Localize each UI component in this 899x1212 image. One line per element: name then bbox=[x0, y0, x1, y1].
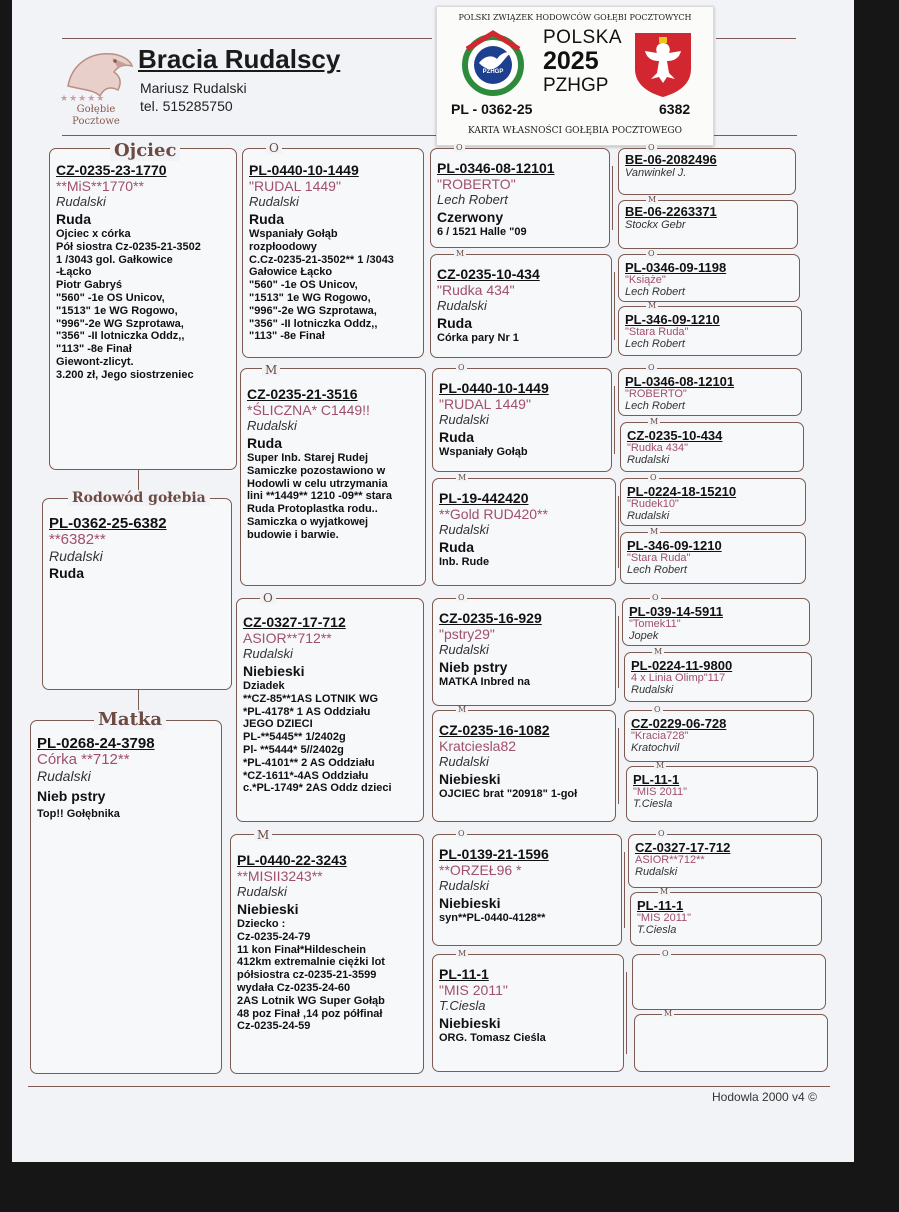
gg-description: Inb. Rude bbox=[439, 556, 490, 568]
generation-marker: O bbox=[648, 363, 655, 372]
ancestor-name: "MIS 2011" bbox=[637, 912, 692, 924]
footer-credit: Hodowla 2000 v4 © bbox=[712, 1090, 817, 1104]
badge-ring: PL - 0362-25 bbox=[451, 101, 533, 117]
breeder-phone: tel. 515285750 bbox=[140, 98, 233, 114]
emblem-label: PZHGP bbox=[482, 69, 504, 75]
stars: ★★★★★ bbox=[60, 93, 106, 103]
gp-fm-name: *ŚLICZNA* C1449!! bbox=[247, 402, 370, 418]
generation-marker: O bbox=[662, 949, 669, 958]
gp-mf-name: ASIOR**712** bbox=[243, 630, 332, 646]
footer-line bbox=[28, 1086, 830, 1087]
grandparent-card-mf[interactable] bbox=[236, 598, 424, 822]
connector-line bbox=[618, 616, 619, 688]
ancestor-ring: PL-0224-18-15210 bbox=[627, 484, 737, 499]
ancestor-name: ASIOR**712** bbox=[635, 854, 705, 866]
gg-ring: CZ-0235-10-434 bbox=[437, 266, 540, 282]
ancestor-card[interactable] bbox=[618, 200, 798, 249]
ancestor-owner: Rudalski bbox=[631, 684, 674, 696]
ancestor-ring: CZ-0235-10-434 bbox=[627, 428, 723, 443]
gg-owner: Rudalski bbox=[439, 754, 489, 769]
logo-text: Gołębie Pocztowe bbox=[72, 104, 120, 127]
ancestor-card[interactable] bbox=[620, 532, 806, 584]
gg-description: 6 / 1521 Halle "09 bbox=[437, 226, 527, 238]
ancestor-ring: PL-11-1 bbox=[637, 898, 684, 913]
ancestor-ring: PL-346-09-1210 bbox=[625, 312, 720, 327]
generation-marker: M bbox=[458, 473, 467, 482]
ancestor-card[interactable] bbox=[622, 598, 810, 646]
marker-m-mm: M bbox=[254, 829, 272, 841]
generation-marker: O bbox=[648, 143, 655, 152]
father-description: Ojciec x córka Pół siostra Cz-0235-21-3502 1 /3043 gol. Gałkowice -Łącko Piotr Gabryś "560" -1e OS Unicov, "1513" 1e WG Rogowo, "996"-2e WG Szprotawa, "356" -II lotniczka Oddz,, "113" -8e Finał Giewont-zlicyt. 3.200 zł, Jego siostrzeniec bbox=[56, 228, 201, 381]
ancestor-name: 4 x Linia Olimp"117 bbox=[631, 672, 726, 684]
gp-mf-owner: Rudalski bbox=[243, 646, 293, 661]
generation-marker: O bbox=[658, 829, 665, 838]
ancestor-card[interactable] bbox=[620, 422, 804, 472]
ancestor-name: "ROBERTO" bbox=[625, 388, 687, 400]
ancestor-ring: PL-0346-08-12101 bbox=[625, 374, 735, 389]
header-top-line bbox=[62, 38, 432, 39]
gg-description: ORG. Tomasz Cieśla bbox=[439, 1032, 546, 1044]
generation-marker: O bbox=[458, 593, 465, 602]
ancestor-card[interactable] bbox=[634, 1014, 828, 1072]
generation-marker: O bbox=[458, 829, 465, 838]
gg-name: "RUDAL 1449" bbox=[439, 396, 531, 412]
father-card[interactable] bbox=[49, 148, 237, 470]
subject-owner: Rudalski bbox=[49, 548, 103, 564]
badge-top-text: POLSKI ZWIĄZEK HODOWCÓW GOŁĘBI POCZTOWYCH bbox=[458, 13, 692, 22]
subject-card[interactable] bbox=[42, 498, 232, 690]
great-grandparent-card[interactable] bbox=[432, 368, 612, 472]
badge-bottom-text: KARTA WŁASNOŚCI GOŁĘBIA POCZTOWEGO bbox=[467, 126, 683, 136]
connector-line bbox=[614, 386, 615, 454]
ancestor-card[interactable] bbox=[620, 478, 806, 526]
great-grandparent-card[interactable] bbox=[432, 834, 622, 946]
ancestor-card[interactable] bbox=[618, 368, 802, 416]
gg-owner: Rudalski bbox=[439, 522, 489, 537]
gp-ff-ring: PL-0440-10-1449 bbox=[249, 162, 359, 178]
gg-ring: PL-0346-08-12101 bbox=[437, 160, 555, 176]
ancestor-owner: Lech Robert bbox=[625, 338, 685, 350]
connector-line bbox=[618, 496, 619, 568]
gg-color: Nieb pstry bbox=[439, 659, 508, 675]
gg-name: "ROBERTO" bbox=[437, 176, 516, 192]
ancestor-owner: Jopek bbox=[629, 630, 659, 642]
ancestor-owner: T.Ciesla bbox=[637, 924, 677, 936]
mother-owner: Rudalski bbox=[37, 768, 91, 784]
ancestor-name: "Kracia728" bbox=[631, 730, 689, 742]
subject-color: Ruda bbox=[49, 565, 84, 581]
gp-ff-name: "RUDAL 1449" bbox=[249, 178, 341, 194]
father-owner: Rudalski bbox=[56, 194, 106, 209]
gg-ring: CZ-0235-16-929 bbox=[439, 610, 542, 626]
gp-mf-color: Niebieski bbox=[243, 663, 305, 679]
ancestor-ring: CZ-0229-06-728 bbox=[631, 716, 727, 731]
ancestor-ring: PL-0346-09-1198 bbox=[625, 260, 727, 275]
pzhgp-emblem bbox=[457, 29, 529, 97]
great-grandparent-card[interactable] bbox=[432, 598, 616, 706]
gg-ring: PL-0440-10-1449 bbox=[439, 380, 549, 396]
pedigree-heading: Rodowód gołebia bbox=[68, 490, 210, 506]
gg-description: Córka pary Nr 1 bbox=[437, 332, 519, 344]
gg-owner: T.Ciesla bbox=[439, 998, 486, 1013]
great-grandparent-card[interactable] bbox=[430, 148, 610, 248]
connector-line bbox=[624, 852, 625, 928]
ancestor-card[interactable] bbox=[618, 306, 802, 356]
gg-name: "Rudka 434" bbox=[437, 282, 515, 298]
ancestor-card[interactable] bbox=[632, 954, 826, 1010]
connector-line bbox=[618, 728, 619, 804]
ancestor-ring: CZ-0327-17-712 bbox=[635, 840, 731, 855]
gg-name: **ORZEŁ96 * bbox=[439, 862, 522, 878]
ancestor-owner: Lech Robert bbox=[625, 286, 685, 298]
ancestor-card[interactable] bbox=[630, 892, 822, 946]
mother-card[interactable] bbox=[30, 720, 222, 1074]
mother-name: Córka **712** bbox=[37, 751, 130, 768]
ancestor-ring: PL-346-09-1210 bbox=[627, 538, 722, 553]
ancestor-owner: Lech Robert bbox=[627, 564, 687, 576]
connector-line bbox=[626, 972, 627, 1054]
gg-owner: Rudalski bbox=[439, 642, 489, 657]
gp-mm-owner: Rudalski bbox=[237, 884, 287, 899]
generation-marker: O bbox=[650, 473, 657, 482]
ancestor-card[interactable] bbox=[618, 254, 800, 302]
generation-marker: M bbox=[654, 647, 663, 656]
marker-o-ff: O bbox=[266, 142, 282, 154]
generation-marker: M bbox=[458, 949, 467, 958]
gg-description: syn**PL-0440-4128** bbox=[439, 912, 546, 924]
ancestor-ring: PL-11-1 bbox=[633, 772, 680, 787]
gp-ff-description: Wspaniały Gołąb rozpłoodowy C.Cz-0235-21-3502** 1 /3043 Gałowice Łącko "560" -1e OS Unicov, "1513" 1e WG Rogowo, "996"-2e WG Szprotawa, "356" -II lotniczka Oddz,, "113" -8e Finał bbox=[249, 228, 394, 343]
gg-color: Niebieski bbox=[439, 895, 501, 911]
gg-name: "MIS 2011" bbox=[439, 982, 508, 998]
father-ring: CZ-0235-23-1770 bbox=[56, 162, 167, 178]
great-grandparent-card[interactable] bbox=[432, 710, 616, 822]
gg-color: Ruda bbox=[439, 429, 474, 445]
ancestor-ring: BE-06-2082496 bbox=[625, 152, 717, 167]
connector-line bbox=[614, 272, 615, 340]
father-heading: Ojciec bbox=[110, 141, 180, 161]
gg-color: Niebieski bbox=[439, 771, 501, 787]
ancestor-card[interactable] bbox=[626, 766, 818, 822]
gg-ring: PL-19-442420 bbox=[439, 490, 529, 506]
father-color: Ruda bbox=[56, 211, 91, 227]
generation-marker: O bbox=[652, 593, 659, 602]
ancestor-owner: Stockx Gebr bbox=[625, 219, 686, 231]
header-top-line-right bbox=[716, 38, 796, 39]
gp-mm-color: Niebieski bbox=[237, 901, 299, 917]
gg-color: Niebieski bbox=[439, 1015, 501, 1031]
gg-owner: Rudalski bbox=[437, 298, 487, 313]
generation-marker: M bbox=[458, 705, 467, 714]
breeder-title: Bracia Rudalscy bbox=[138, 44, 341, 74]
grandparent-card-ff[interactable] bbox=[242, 148, 424, 358]
generation-marker: M bbox=[650, 417, 659, 426]
marker-m-fm: M bbox=[262, 364, 280, 376]
gg-color: Czerwony bbox=[437, 209, 504, 225]
generation-marker: M bbox=[656, 761, 665, 770]
gg-description: OJCIEC brat "20918" 1-goł bbox=[439, 788, 578, 800]
ancestor-ring: BE-06-2263371 bbox=[625, 204, 717, 219]
great-grandparent-card[interactable] bbox=[430, 254, 612, 358]
connector-line bbox=[612, 166, 613, 230]
mother-ring: PL-0268-24-3798 bbox=[37, 735, 155, 752]
ancestor-ring: PL-039-14-5911 bbox=[629, 604, 723, 619]
gp-fm-owner: Rudalski bbox=[247, 418, 297, 433]
ancestor-owner: Rudalski bbox=[627, 510, 670, 522]
gg-owner: Lech Robert bbox=[437, 192, 508, 207]
ancestor-ring: PL-0224-11-9800 bbox=[631, 658, 733, 673]
gp-mm-ring: PL-0440-22-3243 bbox=[237, 852, 347, 868]
gg-name: Kratciesla82 bbox=[439, 738, 517, 754]
gp-fm-ring: CZ-0235-21-3516 bbox=[247, 386, 358, 402]
gg-owner: Rudalski bbox=[439, 878, 489, 893]
generation-marker: M bbox=[650, 527, 659, 536]
mother-heading: Matka bbox=[94, 710, 166, 730]
ancestor-card[interactable] bbox=[618, 148, 796, 195]
great-grandparent-card[interactable] bbox=[432, 954, 624, 1072]
ancestor-owner: Rudalski bbox=[635, 866, 678, 878]
ancestor-card[interactable] bbox=[624, 652, 812, 702]
ancestor-owner: Vanwinkel J. bbox=[625, 167, 687, 179]
generation-marker: O bbox=[654, 705, 661, 714]
gp-fm-description: Super Inb. Starej Rudej Samiczke pozostawiono w Hodowli w celu utrzymania lini **1449** 1210 -09** stara Ruda Protoplastka rodu.. Samiczka o wyjatkowej budowie i barwie. bbox=[247, 452, 392, 541]
gp-mm-description: Dziecko : Cz-0235-24-79 11 kon Finał*Hildeschein 412km extremalnie ciężki lot półsiostra cz-0235-21-3599 wydała Cz-0235-24-60 2AS Lotnik WG Super Gołąb 48 poz Finał ,14 poz półfinał Cz-0235-24-59 bbox=[237, 918, 385, 1033]
gg-color: Ruda bbox=[439, 539, 474, 555]
badge-year: 2025 bbox=[543, 47, 599, 75]
badge-country: POLSKA bbox=[543, 27, 623, 48]
generation-marker: M bbox=[648, 301, 657, 310]
ancestor-owner: Kratochvil bbox=[631, 742, 680, 754]
generation-marker: M bbox=[648, 195, 657, 204]
ancestor-card[interactable] bbox=[624, 710, 814, 762]
mother-color: Nieb pstry bbox=[37, 788, 106, 804]
gp-ff-owner: Rudalski bbox=[249, 194, 299, 209]
gg-owner: Rudalski bbox=[439, 412, 489, 427]
father-name: **MiS**1770** bbox=[56, 178, 144, 194]
ancestor-name: "Tomek11" bbox=[629, 618, 681, 630]
gg-color: Ruda bbox=[437, 315, 472, 331]
ancestor-name: "Stara Ruda" bbox=[625, 326, 689, 338]
gp-mm-name: **MISII3243** bbox=[237, 868, 323, 884]
eagle-logo bbox=[60, 46, 136, 132]
gp-fm-color: Ruda bbox=[247, 435, 282, 451]
gg-name: "pstry29" bbox=[439, 626, 495, 642]
generation-marker: M bbox=[660, 887, 669, 896]
ownership-card bbox=[436, 6, 714, 146]
generation-marker: M bbox=[664, 1009, 673, 1018]
marker-o-mf: O bbox=[260, 592, 276, 604]
gp-mf-description: Dziadek **CZ-85**1AS LOTNIK WG *PL-4178* 1 AS Oddziału JEGO DZIECI PL-**5445** 1/2402g Pl- **5444* 5//2402g *PL-4101** 2 AS Oddziału *CZ-1611*-4AS Oddziału c.*PL-1749* 2AS Oddz dzieci bbox=[243, 680, 392, 795]
ancestor-owner: Rudalski bbox=[627, 454, 670, 466]
great-grandparent-card[interactable] bbox=[432, 478, 616, 586]
generation-marker: O bbox=[456, 143, 463, 152]
subject-name: **6382** bbox=[49, 531, 106, 548]
gg-description: Wspaniały Gołąb bbox=[439, 446, 528, 458]
gg-ring: PL-11-1 bbox=[439, 966, 489, 982]
gg-ring: PL-0139-21-1596 bbox=[439, 846, 549, 862]
generation-marker: O bbox=[458, 363, 465, 372]
gg-ring: CZ-0235-16-1082 bbox=[439, 722, 550, 738]
ancestor-name: "Rudek10" bbox=[627, 498, 679, 510]
ancestor-name: "Stara Ruda" bbox=[627, 552, 691, 564]
generation-marker: M bbox=[456, 249, 465, 258]
breeder-owner: Mariusz Rudalski bbox=[140, 80, 247, 96]
polish-eagle-emblem bbox=[631, 29, 695, 99]
ancestor-name: "Książe" bbox=[625, 274, 666, 286]
grandparent-card-fm[interactable] bbox=[240, 368, 426, 586]
ancestor-name: "Rudka 434" bbox=[627, 442, 689, 454]
subject-ring: PL-0362-25-6382 bbox=[49, 515, 167, 532]
badge-number: 6382 bbox=[659, 101, 691, 117]
ancestor-owner: T.Ciesla bbox=[633, 798, 673, 810]
gp-ff-color: Ruda bbox=[249, 211, 284, 227]
mother-description: Top!! Gołębnika bbox=[37, 808, 120, 820]
generation-marker: O bbox=[648, 249, 655, 258]
gg-name: **Gold RUD420** bbox=[439, 506, 548, 522]
grandparent-card-mm[interactable] bbox=[230, 834, 424, 1074]
ancestor-card[interactable] bbox=[628, 834, 822, 888]
ancestor-owner: Lech Robert bbox=[625, 400, 685, 412]
ancestor-name: "MIS 2011" bbox=[633, 786, 688, 798]
gp-mf-ring: CZ-0327-17-712 bbox=[243, 614, 346, 630]
badge-org: PZHGP bbox=[543, 75, 609, 96]
gg-description: MATKA Inbred na bbox=[439, 676, 531, 688]
